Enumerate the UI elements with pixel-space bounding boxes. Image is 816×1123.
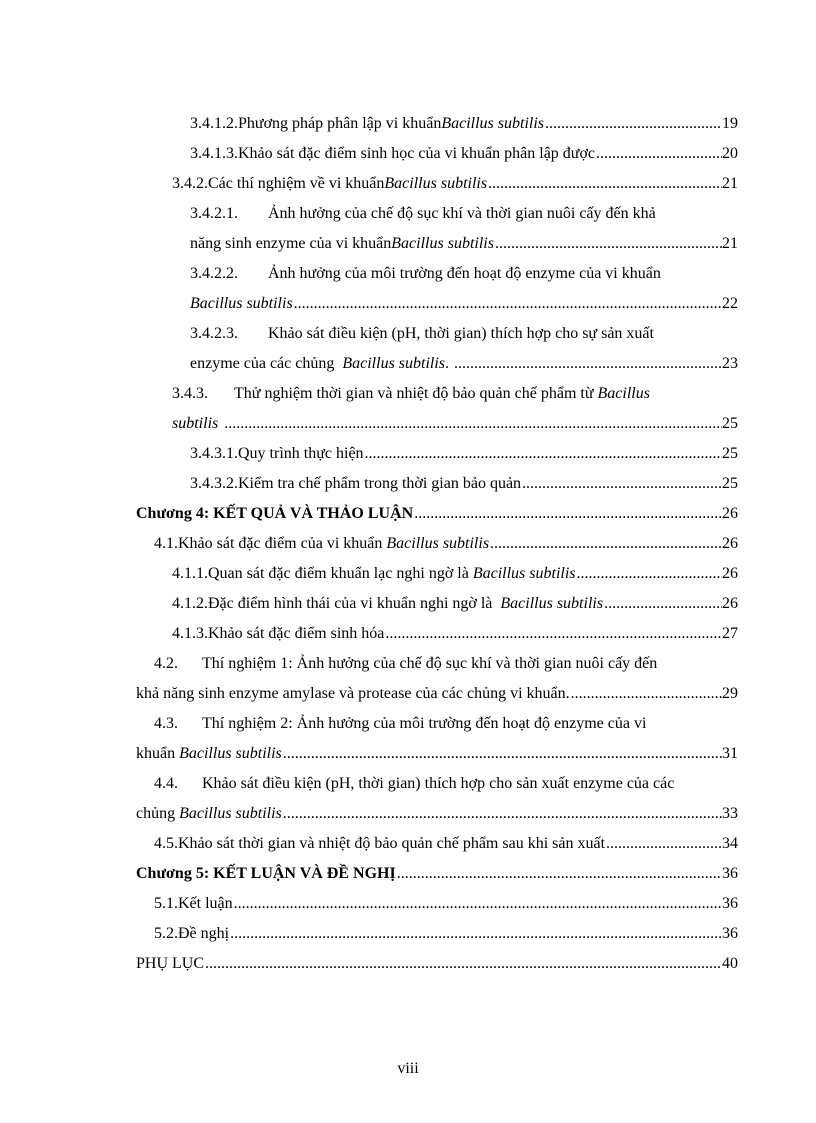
- entry-page: 21: [722, 175, 738, 192]
- entry-italic: Bacillus subtilis: [384, 175, 488, 192]
- toc-entry-continuation[interactable]: [190, 233, 738, 255]
- toc-entry-continuation[interactable]: [190, 353, 738, 375]
- chapter-label: Chương 5: [136, 865, 204, 882]
- entry-page: 36: [722, 925, 738, 942]
- entry-text: Kết luận: [178, 895, 233, 912]
- dot-leader: [385, 623, 722, 645]
- entry-number: 4.4.: [154, 775, 178, 792]
- entry-number: 3.4.2.1.: [190, 205, 238, 222]
- toc-entry[interactable]: [190, 263, 738, 285]
- toc-entry[interactable]: [172, 593, 738, 615]
- entry-text: Khảo sát điều kiện (pH, thời gian) thích hợp cho sự sản xuất: [268, 325, 654, 342]
- chapter-title: KẾT LUẬN VÀ ĐỀ NGHỊ: [213, 865, 396, 882]
- toc-entry[interactable]: [190, 113, 738, 135]
- entry-page: 25: [722, 415, 738, 432]
- entry-text: Phương pháp phân lập vi khuẩn: [238, 115, 442, 132]
- dot-leader: [577, 563, 723, 585]
- entry-text: khả năng sinh enzyme amylase và protease của các chủng vi khuẩn.: [136, 685, 570, 702]
- entry-number: 3.4.2.2.: [190, 265, 238, 282]
- toc-appendix[interactable]: [136, 953, 738, 975]
- page-number: viii: [397, 1060, 419, 1077]
- entry-page: 21: [722, 235, 738, 252]
- entry-text: Quan sát đặc điểm khuẩn lạc nghi ngờ là: [208, 565, 473, 582]
- entry-text: Đề nghị: [178, 925, 230, 942]
- entry-text: Kiểm tra chế phẩm trong thời gian bảo quản: [238, 475, 522, 492]
- entry-text: Thí nghiệm 2: Ảnh hưởng của môi trường đến hoạt độ enzyme của vi: [202, 715, 647, 732]
- entry-italic: Bacillus subtilis: [391, 235, 494, 252]
- toc-entry[interactable]: [154, 773, 738, 795]
- entry-italic: Bacillus subtilis: [386, 535, 490, 552]
- entry-text: Quy trình thực hiện: [238, 445, 364, 462]
- toc-entry[interactable]: [190, 473, 738, 495]
- entry-page: 27: [722, 625, 738, 642]
- chapter-label: Chương 4: [136, 505, 204, 522]
- toc-entry[interactable]: [190, 443, 738, 465]
- entry-page: 26: [722, 565, 738, 582]
- entry-number: 3.4.3.1.: [190, 445, 238, 462]
- dot-leader: [454, 353, 722, 375]
- toc-entry-continuation[interactable]: [190, 293, 738, 315]
- entry-page: 26: [722, 535, 738, 552]
- entry-text: Khảo sát điều kiện (pH, thời gian) thích hợp cho sản xuất enzyme của các: [202, 775, 675, 792]
- entry-number: 4.1.1.: [172, 565, 208, 582]
- dot-leader: [596, 143, 722, 165]
- entry-text: Ảnh hưởng của chế độ sục khí và thời gian nuôi cấy đến khả: [268, 205, 656, 222]
- entry-text: PHỤ LỤC: [136, 955, 205, 972]
- entry-italic: Bacillus subtilis: [179, 745, 282, 762]
- entry-number: 3.4.3.2.: [190, 475, 238, 492]
- entry-text: Ảnh hưởng của môi trường đến hoạt độ enzyme của vi khuẩn: [268, 265, 661, 282]
- entry-italic: Bacillus subtilis: [179, 805, 282, 822]
- entry-text: Khảo sát đặc điểm sinh hóa: [208, 625, 385, 642]
- entry-text: Thí nghiệm 1: Ảnh hưởng của chế độ sục khí và thời gian nuôi cấy đến: [202, 655, 658, 672]
- toc-chapter[interactable]: [136, 863, 738, 885]
- entry-text: Thử nghiệm thời gian và nhiệt độ bảo quản chế phẩm từ: [234, 385, 598, 402]
- dot-leader: [283, 803, 722, 825]
- toc-entry[interactable]: [190, 323, 738, 345]
- entry-number: 4.1.: [154, 535, 178, 552]
- toc-entry[interactable]: [172, 563, 738, 585]
- entry-number: 4.1.2.: [172, 595, 208, 612]
- toc-entry[interactable]: [190, 143, 738, 165]
- dot-leader: [234, 893, 722, 915]
- entry-page: 25: [722, 445, 738, 462]
- dot-leader: [545, 113, 722, 135]
- entry-page: 34: [722, 835, 738, 852]
- toc-entry[interactable]: [154, 653, 738, 675]
- toc-entry[interactable]: [190, 203, 738, 225]
- entry-text: Khảo sát thời gian và nhiệt độ bảo quản chế phẩm sau khi sản xuất: [178, 835, 606, 852]
- entry-italic: Bacillus subtilis: [472, 565, 576, 582]
- dot-leader: [414, 503, 722, 525]
- toc-entry[interactable]: [154, 833, 738, 855]
- entry-italic: Bacillus subtilis: [342, 355, 446, 372]
- dot-leader: [283, 743, 722, 765]
- entry-page: 25: [722, 475, 738, 492]
- entry-page: 23: [722, 355, 738, 372]
- entry-text: Đặc điểm hình thái của vi khuẩn nghi ngờ là: [208, 595, 501, 612]
- entry-text: Khảo sát đặc điểm của vi khuẩn: [178, 535, 387, 552]
- entry-italic: subtilis: [172, 415, 219, 432]
- toc-entry[interactable]: [154, 713, 738, 735]
- entry-page: 26: [722, 595, 738, 612]
- entry-page: 33: [722, 805, 738, 822]
- entry-number: 3.4.2.: [172, 175, 208, 192]
- entry-text: năng sinh enzyme của vi khuẩn: [190, 235, 392, 252]
- toc-entry[interactable]: [154, 893, 738, 915]
- entry-number: 3.4.3.: [172, 385, 208, 402]
- entry-number: 3.4.1.3.: [190, 145, 238, 162]
- chapter-title: KẾT QUẢ VÀ THẢO LUẬN: [213, 505, 414, 522]
- toc-entry[interactable]: [172, 383, 738, 405]
- dot-leader: [294, 293, 722, 315]
- dot-leader: [488, 173, 722, 195]
- toc-entry[interactable]: [154, 923, 738, 945]
- chapter-separator: :: [203, 865, 214, 882]
- entry-page: 36: [722, 865, 738, 882]
- dot-leader: [205, 953, 722, 975]
- entry-number: 4.3.: [154, 715, 178, 732]
- entry-number: 3.4.1.2.: [190, 115, 238, 132]
- toc-chapter[interactable]: [136, 503, 738, 525]
- entry-page: 22: [722, 295, 738, 312]
- entry-page: 20: [722, 145, 738, 162]
- entry-text: Các thí nghiệm về vi khuẩn: [208, 175, 385, 192]
- entry-page: 26: [722, 505, 738, 522]
- dot-leader: [397, 863, 722, 885]
- entry-text: khuẩn: [136, 745, 180, 762]
- toc-entry[interactable]: [172, 623, 738, 645]
- entry-page: 19: [722, 115, 738, 132]
- toc-entry-continuation[interactable]: [172, 413, 738, 435]
- entry-page: 31: [722, 745, 738, 762]
- dot-leader: [230, 923, 722, 945]
- entry-text-after: .: [445, 355, 454, 372]
- dot-leader: [522, 473, 722, 495]
- toc-entry[interactable]: [154, 533, 738, 555]
- dot-leader: [495, 233, 722, 255]
- entry-number: 4.1.3.: [172, 625, 208, 642]
- entry-number: 4.5.: [154, 835, 178, 852]
- entry-number: 4.2.: [154, 655, 178, 672]
- toc-entry-continuation[interactable]: [136, 743, 738, 765]
- dot-leader: [604, 593, 722, 615]
- entry-number: 3.4.2.3.: [190, 325, 238, 342]
- entry-text: enzyme của các chủng: [190, 355, 343, 372]
- toc-entry[interactable]: [172, 173, 738, 195]
- entry-text: chủng: [136, 805, 180, 822]
- entry-italic: Bacillus subtilis: [500, 595, 604, 612]
- entry-italic: Bacillus: [597, 385, 650, 402]
- chapter-separator: :: [203, 505, 214, 522]
- toc-entry-continuation[interactable]: [136, 683, 738, 705]
- entry-number: 5.1.: [154, 895, 178, 912]
- entry-italic: Bacillus subtilis: [190, 295, 293, 312]
- dot-leader: [606, 833, 722, 855]
- entry-page: 36: [722, 895, 738, 912]
- entry-page: 29: [722, 685, 738, 702]
- dot-leader: [365, 443, 722, 465]
- entry-italic: Bacillus subtilis: [441, 115, 544, 132]
- dot-leader: [571, 683, 722, 705]
- entry-number: 5.2.: [154, 925, 178, 942]
- entry-text: Khảo sát đặc điểm sinh học của vi khuẩn phân lập được: [238, 145, 596, 162]
- dot-leader: [490, 533, 722, 555]
- entry-page: 40: [722, 955, 738, 972]
- toc-entry-continuation[interactable]: [136, 803, 738, 825]
- dot-leader: [224, 413, 722, 435]
